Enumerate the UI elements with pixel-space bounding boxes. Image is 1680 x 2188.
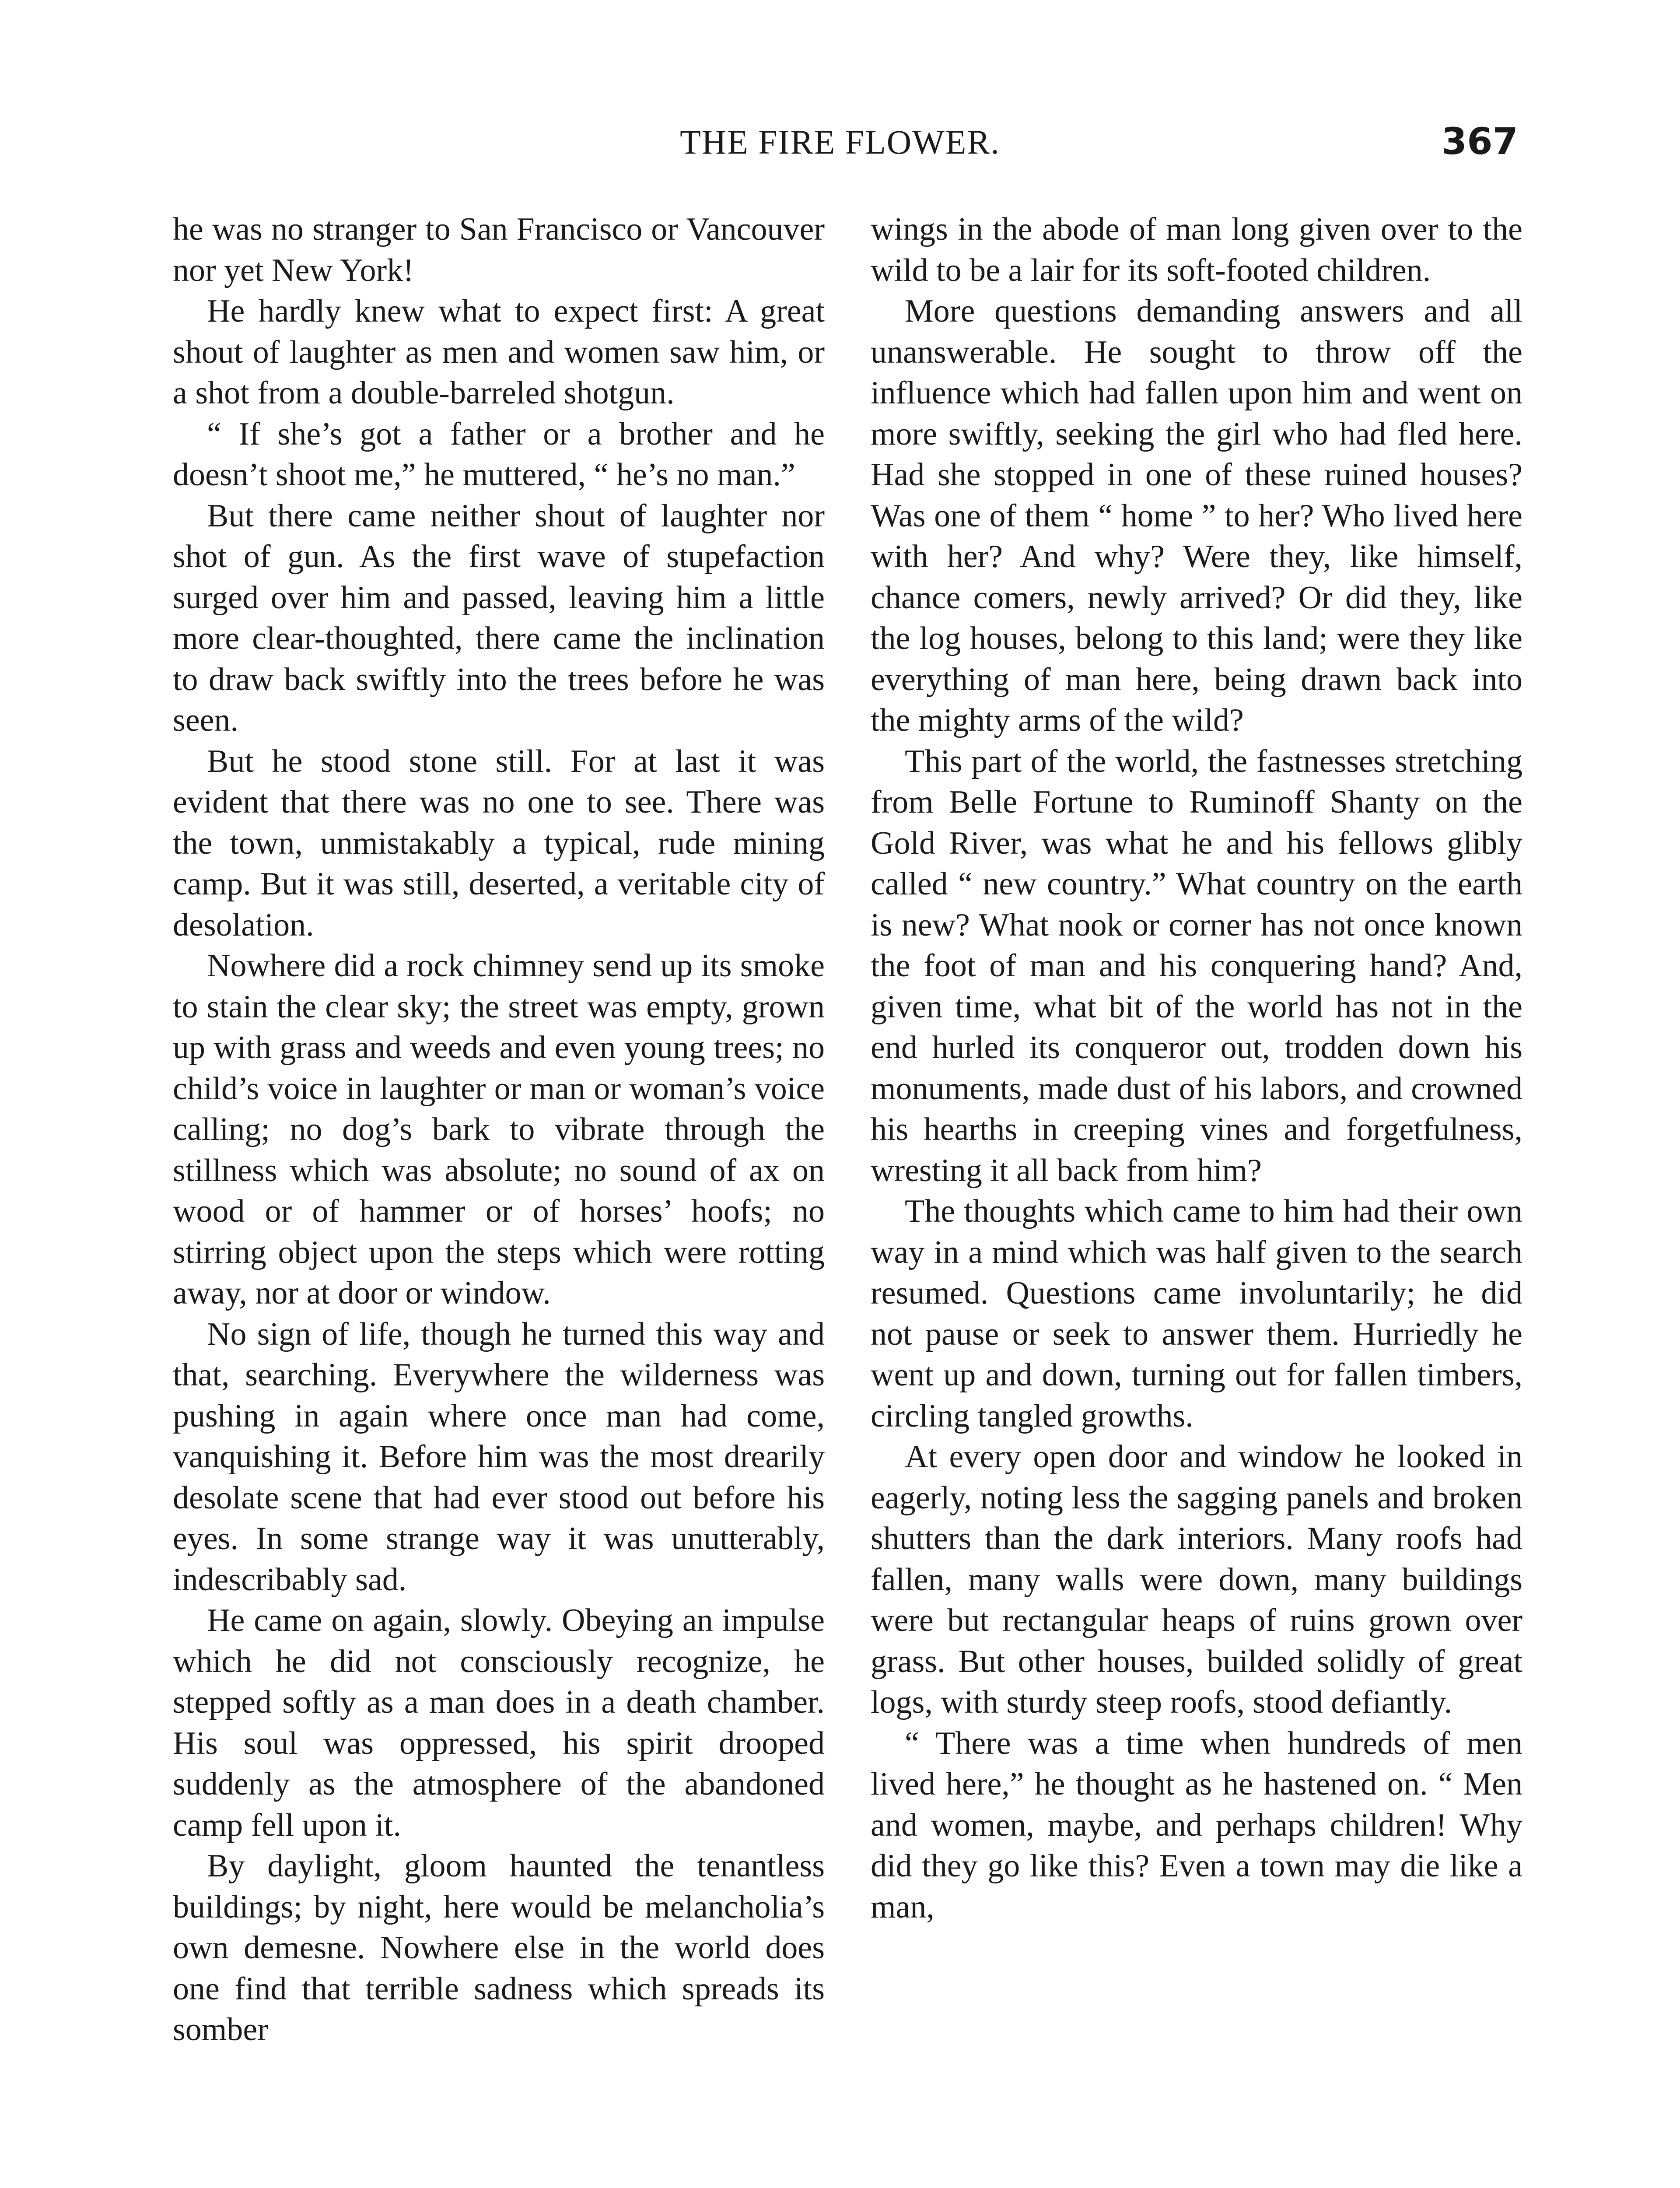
paragraph: he was no stranger to San Francisco or Vancouver nor yet New York! — [173, 211, 825, 288]
paragraph: He came on again, slowly. Obeying an impulse which he did not consciously recognize, he stepped softly as a man does in a death chamber. His soul was oppressed, his spirit drooped suddenly as the atmosphere of the abandoned camp fell upon it. — [173, 1602, 825, 1843]
paragraph: “ If she’s got a father or a brother and he doesn’t shoot me,” he muttered, “ he’s no man.” — [173, 416, 825, 493]
paragraph: But there came neither shout of laughter nor shot of gun. As the first wave of stupefaction surged over him and passed, leaving him a little more clear-thoughted, there came the inclination to draw back swiftly into the trees before he was seen. — [173, 498, 825, 738]
paragraph: This part of the world, the fastnesses stretching from Belle Fortune to Ruminoff Shanty on the Gold River, was what he and his fellows glibly called “ new country.” What country on the earth is new? What nook or corner has not once known the foot of man and his conquering hand? And, given time, what bit of the world has not in the end hurled its conqueror out, trodden down his monuments, made dust of his labors, and crowned his hearths in creeping vines and forgetfulness, wresting it all back from him? — [871, 743, 1522, 1189]
paragraph: The thoughts which came to him had their own way in a mind which was half given to the search resumed. Questions came involuntarily; he did not pause or seek to answer them. Hurriedly he went up and down, turning out for fallen timbers, circling tangled growths. — [871, 1193, 1522, 1434]
paragraph: He hardly knew what to expect first: A great shout of laughter as men and women saw him, or a shot from a double-barreled shotgun. — [173, 293, 825, 411]
paragraph: Nowhere did a rock chimney send up its smoke to stain the clear sky; the street was empty, grown up with grass and weeds and even young trees; no child’s voice in laughter or man or woman’s voice calling; no dog’s bark to vibrate through the stillness which was absolute; no sound of ax on wood or of hammer or of horses’ hoofs; no stirring object upon the steps which were rotting away, nor at door or window. — [173, 948, 825, 1311]
paragraph: But he stood stone still. For at last it was evident that there was no one to see. There was the town, unmistakably a typical, rude mining camp. But it was still, deserted, a veritable city of desolation. — [173, 743, 825, 943]
page-number: 367 — [1441, 120, 1518, 163]
paragraph: “ There was a time when hundreds of men lived here,” he thought as he hastened on. “ Men and women, maybe, and perhaps children! Why did they go like this? Even a town may die like a man, — [871, 1725, 1522, 1925]
paragraph: By daylight, gloom haunted the tenantless buildings; by night, here would be melancholia’s own demesne. Nowhere else in the world does one find that terrible sadness which spreads its somber — [173, 1848, 825, 2048]
paragraph: More questions demanding answers and all unanswerable. He sought to throw off the influence which had fallen upon him and went on more swiftly, seeking the girl who had fled here. Had she stopped in one of these ruined houses? Was one of them “ home ” to her? Who lived here with her? And why? Were they, like himself, chance comers, newly arrived? Or did they, like the log houses, belong to this land; were they like everything of man here, being drawn back into the mighty arms of the wild? — [871, 293, 1522, 738]
page-header — [0, 120, 1680, 179]
paragraph: wings in the abode of man long given over to the wild to be a lair for its soft-footed children. — [871, 211, 1522, 288]
paragraph: No sign of life, though he turned this way and that, searching. Everywhere the wilderness was pushing in again where once man had come, vanquishing it. Before him was the most drearily desolate scene that had ever stood out before his eyes. In some strange way it was unutterably, indescribably sad. — [173, 1316, 825, 1598]
running-title: THE FIRE FLOWER. — [680, 123, 1000, 161]
paragraph: At every open door and window he looked in eagerly, noting less the sagging panels and broken shutters than the dark interiors. Many roofs had fallen, many walls were down, many buildings were but rectangular heaps of ruins grown over grass. But other houses, builded solidly of great logs, with sturdy steep roofs, stood defiantly. — [871, 1439, 1522, 1720]
right-column — [871, 209, 1522, 1928]
left-column — [173, 209, 825, 2051]
